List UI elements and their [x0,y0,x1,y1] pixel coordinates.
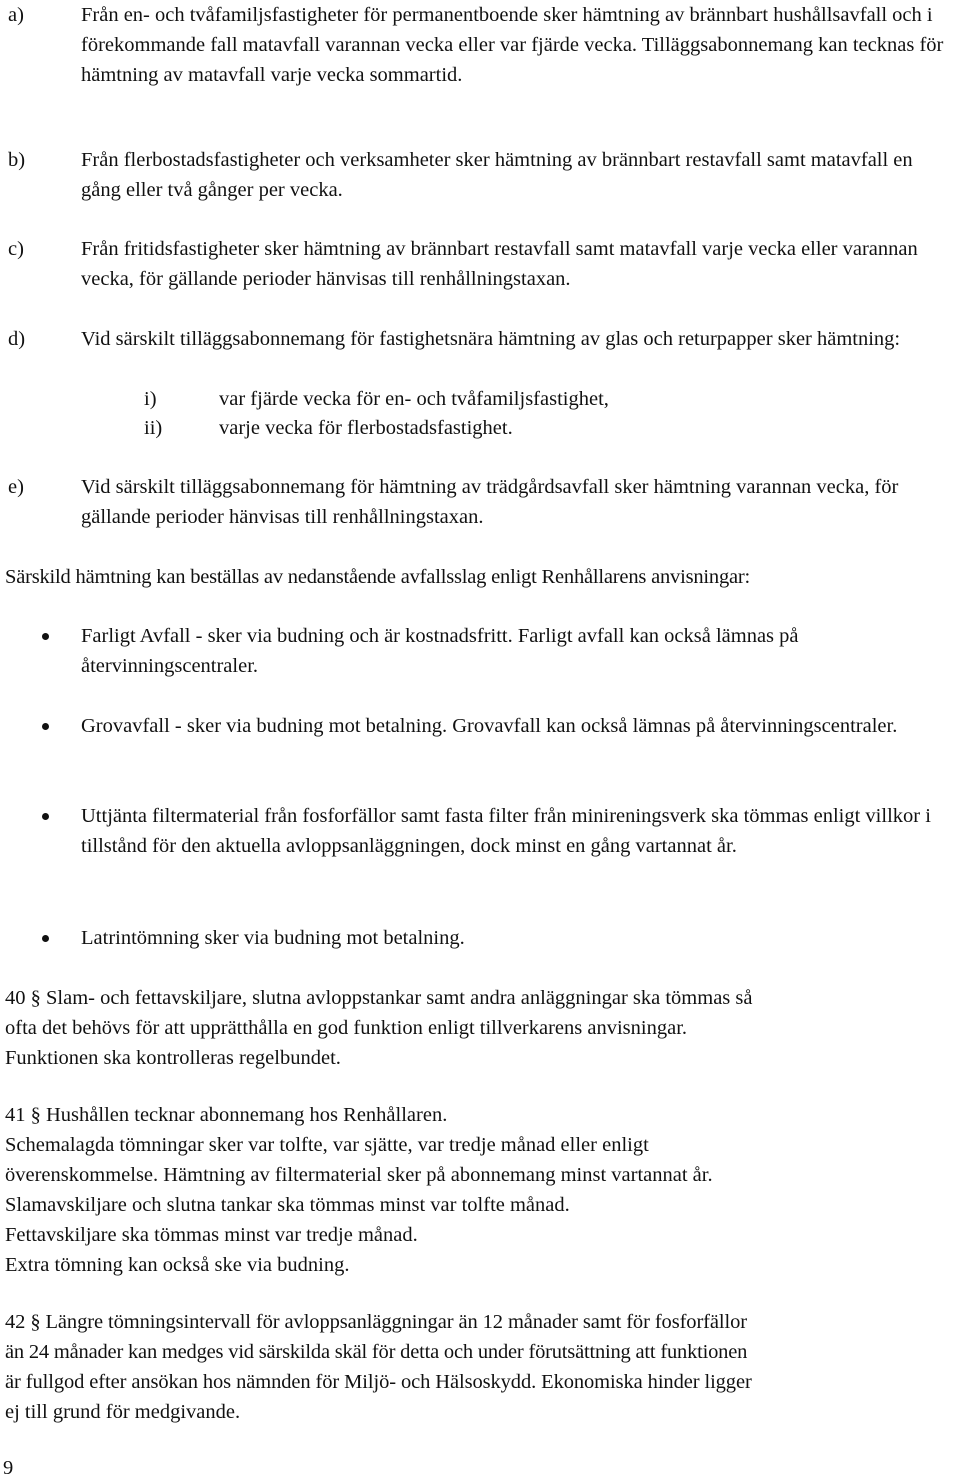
bullet-text: Farligt Avfall - sker via budning och är kostnadsfritt. Farligt avfall kan också lämnas på återvinningscentraler. [81,625,799,677]
bullet-text: Grovavfall - sker via budning mot betalning. Grovavfall kan också lämnas på återvinningscentraler. [81,715,898,737]
list-item-label: d) [8,328,26,350]
bullet-dot-icon [42,723,49,730]
section-40: 40 § Slam- och fettavskiljare, slutna avloppstankar samt andra anläggningar ska tömmas så ofta det behövs för att upprätthålla en god funktion enligt tillverkarens anvisningar. Funktionen ska kontrolleras regelbundet. [5,987,753,1069]
bullet-text: Uttjänta filtermaterial från fosforfällor samt fasta filter från minireningsverk ska tömmas enligt villkor i tillstånd för den aktuella avloppsanläggningen, dock minst en gång vartannat år. [81,805,931,857]
list-item-label: c) [8,238,24,260]
sub-item-text: varje vecka för flerbostadsfastighet. [219,417,513,439]
bullet-text: Latrintömning sker via budning mot betalning. [81,927,465,949]
sub-item-text: var fjärde vecka för en- och tvåfamiljsfastighet, [219,388,609,410]
sub-item-label: i) [144,388,157,410]
bullet-dot-icon [42,813,49,820]
list-item-text: Från fritidsfastigheter sker hämtning av brännbart restavfall samt matavfall varje vecka eller varannan vecka, för gällande perioder hänvisas till renhållningstaxan. [81,238,918,290]
bullet-dot-icon [42,633,49,640]
section-42: 42 § Längre tömningsintervall för avloppsanläggningar än 12 månader samt för fosforfällor än 24 månader kan medges vid särskilda skäl för detta och under förutsättning att funktionen är fullgod efter ansökan hos nämnden för Miljö- och Hälsoskydd. Ekonomiska hinder ligger ej till grund för medgivande. [5,1311,752,1423]
section-41: 41 § Hushållen tecknar abonnemang hos Renhållaren. Schemalagda tömningar sker var tolfte, var sjätte, var tredje månad eller enligt överenskommelse. Hämtning av filtermaterial sker på abonnemang minst vartannat år. Slamavskiljare och slutna tankar ska tömmas minst var tolfte månad. Fettavskiljare ska tömmas minst var tredje månad. Extra tömning kan också ske via budning. [5,1104,713,1276]
special-pickup-intro: Särskild hämtning kan beställas av nedanstående avfallsslag enligt Renhållarens anvisningar: [5,566,751,588]
page-number: 9 [3,1457,14,1479]
list-item-text: Vid särskilt tilläggsabonnemang för fastighetsnära hämtning av glas och returpapper sker hämtning: [81,328,901,350]
list-item-label: b) [8,149,26,171]
list-item-text: Vid särskilt tilläggsabonnemang för hämtning av trädgårdsavfall sker hämtning varannan vecka, för gällande perioder hänvisas till renhållningstaxan. [81,476,899,528]
bullet-dot-icon [42,935,49,942]
list-item-text: Från flerbostadsfastigheter och verksamheter sker hämtning av brännbart restavfall samt matavfall en gång eller två gånger per vecka. [81,149,913,201]
list-item-label: e) [8,476,24,498]
list-item-label: a) [8,4,24,26]
list-item-text: Från en- och tvåfamiljsfastigheter för permanentboende sker hämtning av brännbart hushållsavfall och i förekommande fall matavfall varannan vecka eller var fjärde vecka. Tilläggsabonnemang kan tecknas för hämtning av matavfall varje vecka sommartid. [81,4,944,86]
sub-item-label: ii) [144,417,163,439]
